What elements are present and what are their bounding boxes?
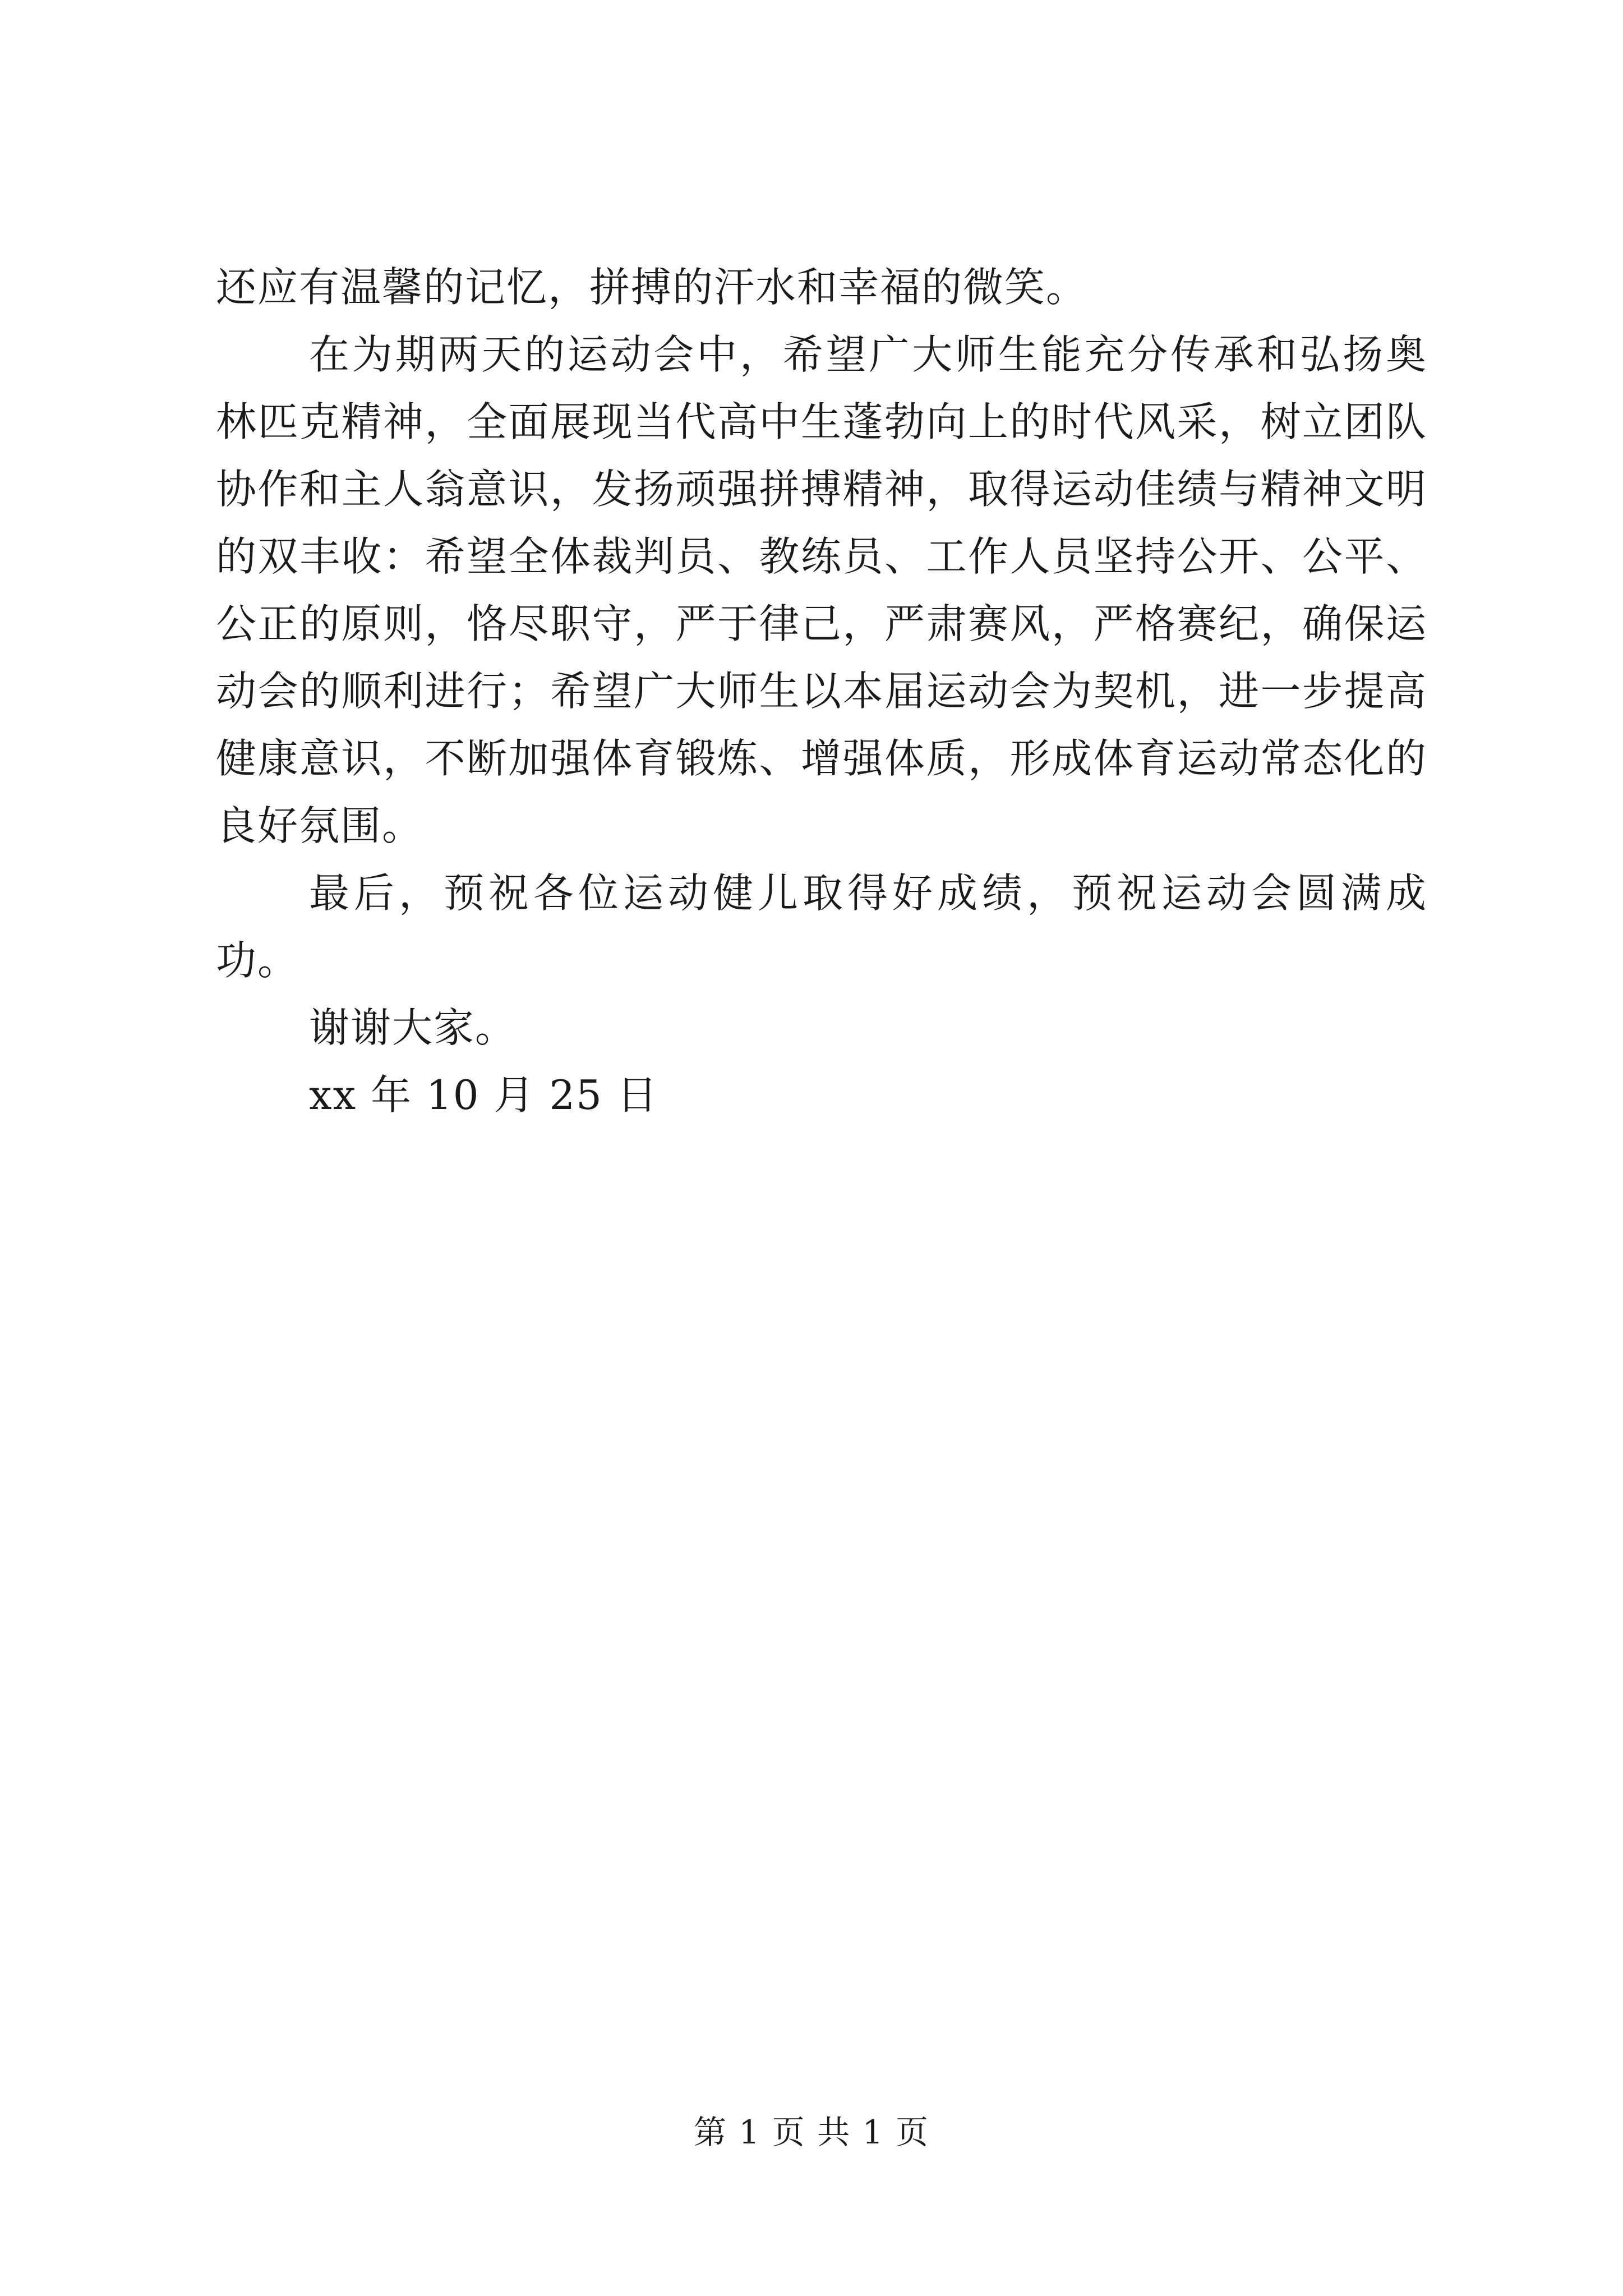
document-body — [216, 254, 1427, 1129]
page-number-footer: 第 1 页 共 1 页 — [694, 2113, 929, 2151]
paragraph-continuation: 还应有温馨的记忆，拼搏的汗水和幸福的微笑。 — [216, 264, 1088, 311]
paragraph-closing: 最后，预祝各位运动健儿取得好成绩，预祝运动会圆满成功。 — [216, 869, 1427, 984]
paragraph-wishes: 在为期两天的运动会中，希望广大师生能充分传承和弘扬奥林匹克精神，全面展现当代高中生蓬勃向上的时代风采，树立团队协作和主人翁意识，发扬顽强拼搏精神，取得运动佳绩与精神文明的双丰收：希望全体裁判员、教练员、工作人员坚持公开、公平、公正的原则，恪尽职守，严于律己，严肃赛风，严格赛纪，确保运动会的顺利进行；希望广大师生以本届运动会为契机，进一步提高健康意识，不断加强体育锻炼、增强体质，形成体育运动常态化的良好氛围。 — [216, 331, 1427, 849]
paragraph-thanks: 谢谢大家。 — [309, 1004, 517, 1051]
paragraph-date: xx 年 10 月 25 日 — [309, 1071, 658, 1119]
